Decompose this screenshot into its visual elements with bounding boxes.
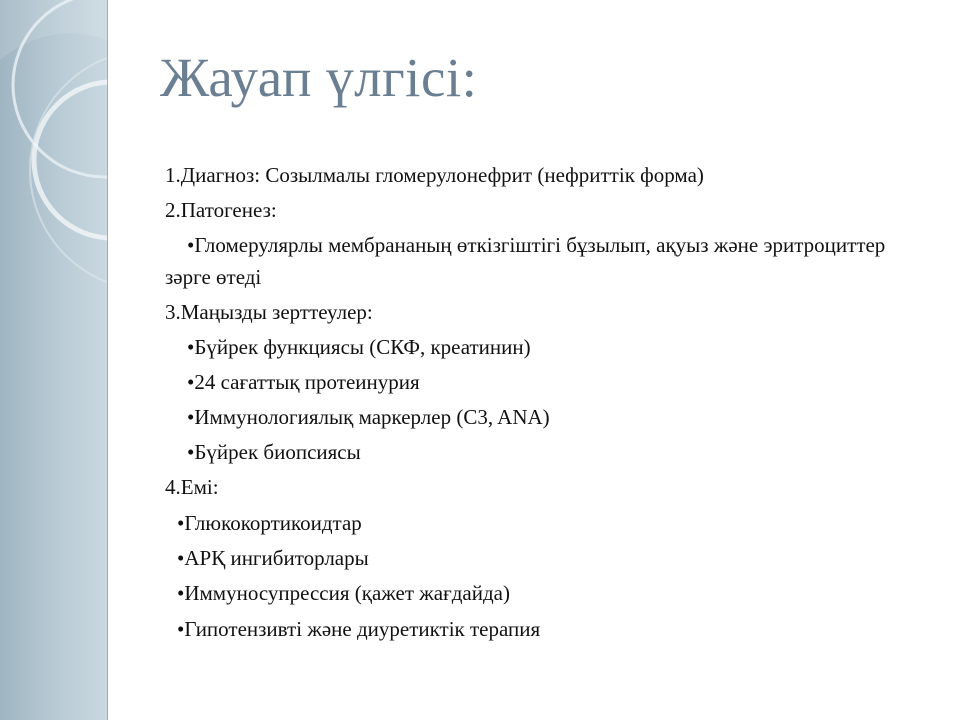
decorative-circles-graphic <box>0 0 107 720</box>
treatment-heading: 4.Емі: <box>165 475 219 499</box>
pathogenesis-heading: 2.Патогенез: <box>165 198 277 222</box>
research-bullet: •Иммунологиялық маркерлер (C3, ANA) <box>187 405 550 429</box>
research-heading: 3.Маңызды зерттеулер: <box>165 300 373 324</box>
research-bullet: •24 сағаттық протеинурия <box>187 370 420 394</box>
slide-title: Жауап үлгісі: <box>160 47 478 108</box>
treatment-bullet: •Глюкокортикоидтар <box>177 511 362 535</box>
treatment-bullet: •Иммуносупрессия (қажет жағдайда) <box>177 581 510 605</box>
treatment-bullet: •АРҚ ингибиторлары <box>177 546 369 570</box>
diagnosis-line: 1.Диагноз: Созылмалы гломерулонефрит (нефриттік форма) <box>165 163 704 187</box>
decorative-sidebar <box>0 0 108 720</box>
research-bullet: •Бүйрек функциясы (СКФ, креатинин) <box>187 335 531 359</box>
treatment-bullet: •Гипотензивті және диуретиктік терапия <box>177 617 541 641</box>
research-bullet: •Бүйрек биопсиясы <box>187 440 361 464</box>
pathogenesis-bullet: •Гломерулярлы мембрананың өткізгіштігі бұзылып, ақуыз және эритроциттер зәрге өтеді <box>165 233 886 289</box>
